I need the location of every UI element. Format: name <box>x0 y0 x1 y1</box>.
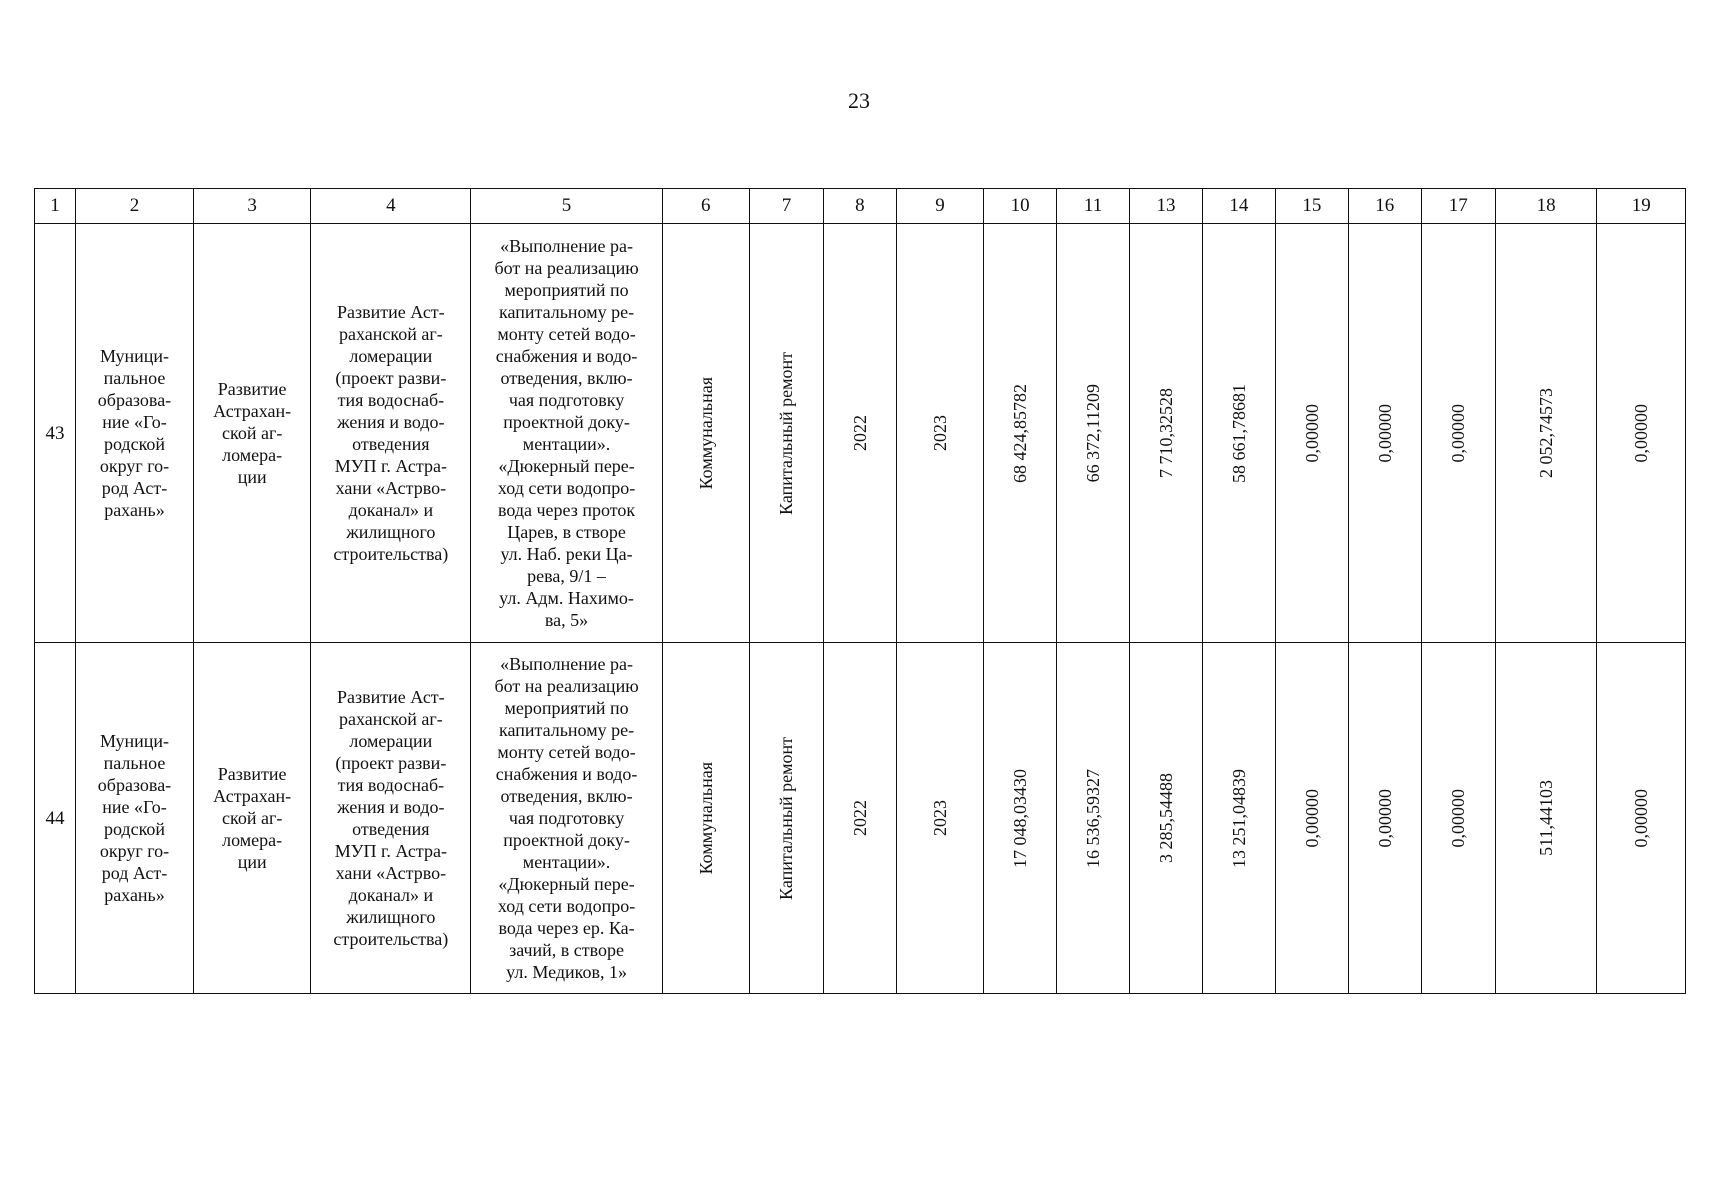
amount-cell <box>1495 643 1597 994</box>
amount-col16: 0,00000 <box>1374 788 1395 848</box>
amount-col14: 58 661,78681 <box>1228 383 1249 483</box>
header-cell: 15 <box>1275 189 1348 224</box>
program-text: Развитие Астрахан- ской аг- ломера- ции <box>213 379 292 487</box>
work-type-cell <box>749 224 823 643</box>
amount-col17: 0,00000 <box>1448 788 1469 848</box>
header-cell: 2 <box>75 189 193 224</box>
header-row <box>35 189 1686 224</box>
year-end-value: 2023 <box>930 415 951 451</box>
amount-col17: 0,00000 <box>1448 403 1469 463</box>
amount-cell <box>1130 224 1203 643</box>
amount-cell <box>1275 643 1348 994</box>
amount-cell <box>1597 224 1686 643</box>
amount-cell <box>1202 224 1275 643</box>
header-cell: 7 <box>749 189 823 224</box>
year-start-value: 2022 <box>849 800 870 836</box>
municipality-text: Муници- пальное образова- ние «Го- родской округ го- род Аст- рахань» <box>97 731 172 905</box>
table-row <box>35 224 1686 643</box>
header-cell: 16 <box>1348 189 1421 224</box>
year-end-cell <box>896 224 983 643</box>
project-cell <box>311 643 471 994</box>
amount-col15: 0,00000 <box>1301 788 1322 848</box>
program-cell <box>194 224 311 643</box>
row-number: 43 <box>45 422 65 444</box>
header-cell: 19 <box>1597 189 1686 224</box>
amount-cell <box>1202 643 1275 994</box>
amount-col18: 511,44103 <box>1536 780 1557 856</box>
amount-col19: 0,00000 <box>1631 403 1652 463</box>
header-cell: 4 <box>311 189 471 224</box>
ownership-text: Коммунальная <box>695 761 716 875</box>
data-table <box>34 188 1686 994</box>
amount-col18: 2 052,74573 <box>1536 388 1557 478</box>
program-text: Развитие Астрахан- ской аг- ломера- ции <box>213 764 292 872</box>
table-row <box>35 643 1686 994</box>
municipality-cell <box>75 643 193 994</box>
description-text: «Выполнение ра- бот на реализацию мероприятий по капитальному ре- монту сетей водо- снабжения и водо- отведения, вклю- чая подготовку проектной доку- ментации». «Дюкерный пере- ход сети водопро- вода через ер. Ка- зачий, в створе ул. Медиков, 1» <box>494 654 639 982</box>
municipality-cell <box>75 224 193 643</box>
amount-cell <box>1348 643 1421 994</box>
amount-col10: 17 048,03430 <box>1010 768 1031 868</box>
header-cell: 8 <box>823 189 896 224</box>
ownership-cell <box>662 224 749 643</box>
row-number: 44 <box>45 807 65 829</box>
amount-cell <box>1130 643 1203 994</box>
amount-cell <box>1275 224 1348 643</box>
project-text: Развитие Аст- раханской аг- ломерации (проект разви- тия водоснаб- жения и водо- отведения МУП г. Астра- хани «Астрво- доканал» и жилищного строительства) <box>333 687 449 949</box>
year-start-value: 2022 <box>849 415 870 451</box>
amount-cell <box>984 224 1057 643</box>
year-end-value: 2023 <box>930 800 951 836</box>
amount-col11: 16 536,59327 <box>1083 768 1104 868</box>
project-text: Развитие Аст- раханской аг- ломерации (проект разви- тия водоснаб- жения и водо- отведения МУП г. Астра- хани «Астрво- доканал» и жилищного строительства) <box>333 302 449 564</box>
row-number-cell <box>35 643 76 994</box>
description-text: «Выполнение ра- бот на реализацию мероприятий по капитальному ре- монту сетей водо- снабжения и водо- отведения, вклю- чая подготовку проектной доку- ментации». «Дюкерный пере- ход сети водопро- вода через проток Царев, в створе ул. Наб. реки Ца- рева, 9/1 – ул. Адм. Нахимо- ва, 5» <box>494 236 639 630</box>
amount-col13: 7 710,32528 <box>1155 388 1176 478</box>
amount-col11: 66 372,11209 <box>1083 383 1104 483</box>
header-cell: 10 <box>984 189 1057 224</box>
header-cell: 18 <box>1495 189 1597 224</box>
amount-col13: 3 285,54488 <box>1155 773 1176 863</box>
header-cell: 9 <box>896 189 983 224</box>
year-start-cell <box>823 224 896 643</box>
project-cell <box>311 224 471 643</box>
header-cell: 1 <box>35 189 76 224</box>
amount-cell <box>1495 224 1597 643</box>
year-start-cell <box>823 643 896 994</box>
header-cell: 5 <box>471 189 662 224</box>
ownership-cell <box>662 643 749 994</box>
program-cell <box>194 643 311 994</box>
row-number-cell <box>35 224 76 643</box>
ownership-text: Коммунальная <box>695 376 716 490</box>
work-type-cell <box>749 643 823 994</box>
description-cell <box>471 224 662 643</box>
amount-cell <box>1597 643 1686 994</box>
header-cell: 13 <box>1130 189 1203 224</box>
header-cell: 6 <box>662 189 749 224</box>
work-type-text: Капитальный ремонт <box>776 351 797 515</box>
amount-col16: 0,00000 <box>1374 403 1395 463</box>
amount-cell <box>984 643 1057 994</box>
header-cell: 11 <box>1057 189 1130 224</box>
header-cell: 3 <box>194 189 311 224</box>
amount-col14: 13 251,04839 <box>1228 768 1249 868</box>
header-cell: 17 <box>1421 189 1495 224</box>
header-cell: 14 <box>1202 189 1275 224</box>
amount-col10: 68 424,85782 <box>1010 383 1031 483</box>
amount-col19: 0,00000 <box>1631 788 1652 848</box>
amount-cell <box>1421 224 1495 643</box>
work-type-text: Капитальный ремонт <box>776 736 797 900</box>
description-cell <box>471 643 662 994</box>
municipality-text: Муници- пальное образова- ние «Го- родской округ го- род Аст- рахань» <box>97 346 172 520</box>
amount-col15: 0,00000 <box>1301 403 1322 463</box>
amount-cell <box>1348 224 1421 643</box>
amount-cell <box>1057 643 1130 994</box>
amount-cell <box>1421 643 1495 994</box>
year-end-cell <box>896 643 983 994</box>
amount-cell <box>1057 224 1130 643</box>
page-number: 23 <box>848 88 870 113</box>
